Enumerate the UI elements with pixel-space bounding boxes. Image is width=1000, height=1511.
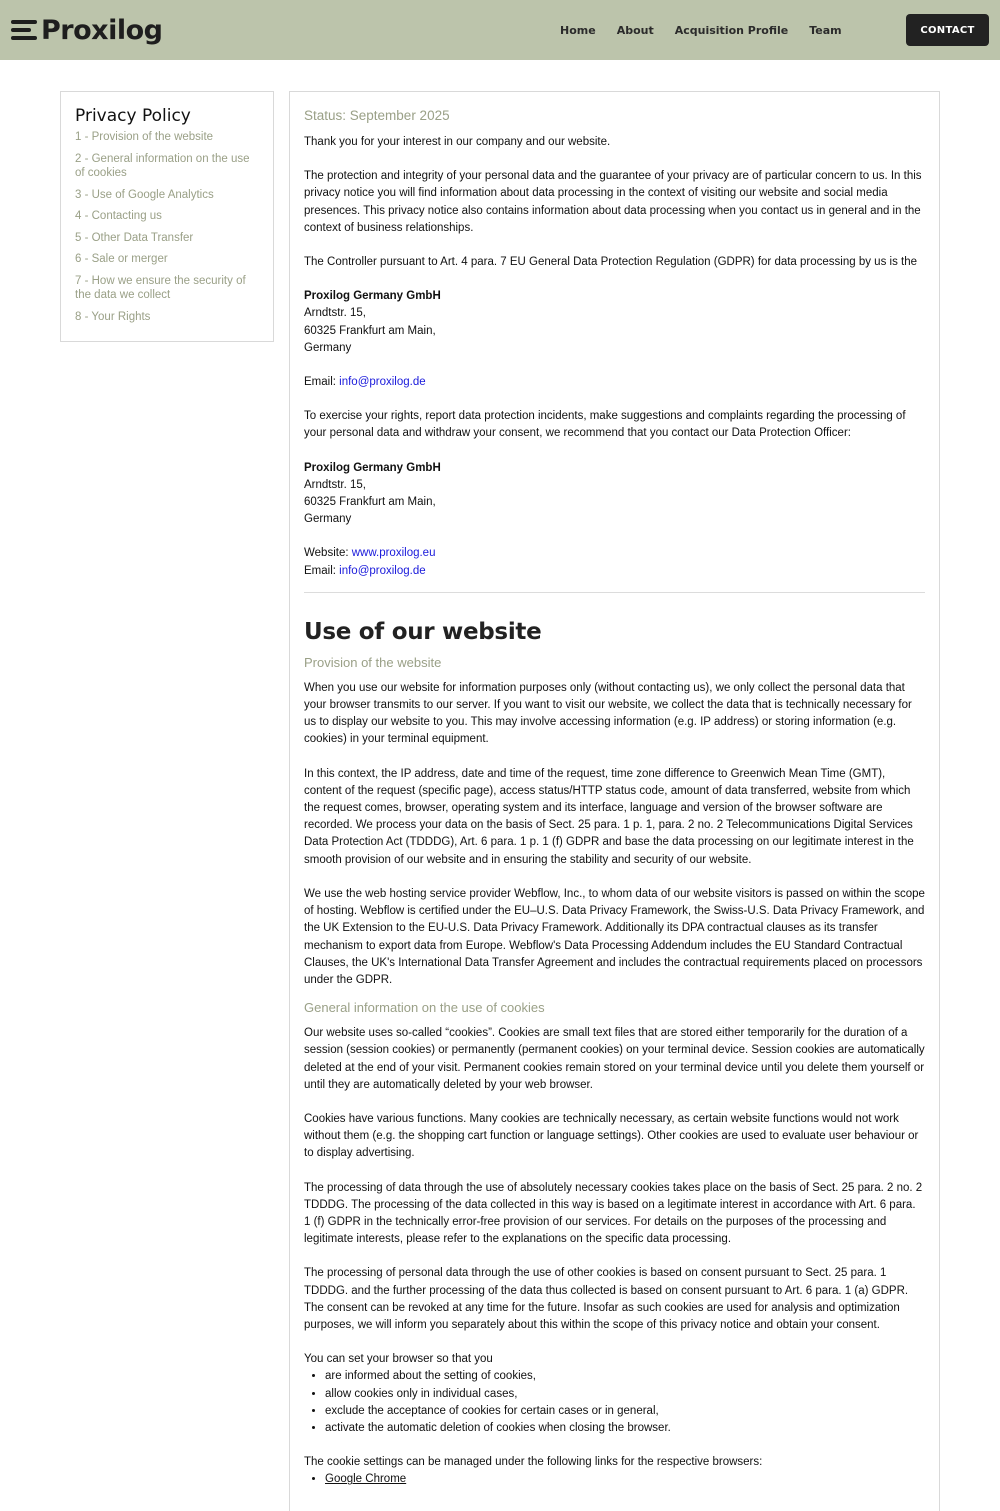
toc-item-security[interactable]: 7 - How we ensure the security of the data we collect: [75, 274, 246, 301]
section-title: Use of our website: [304, 618, 542, 645]
logo[interactable]: [11, 13, 162, 47]
dpo-contact: [304, 545, 925, 579]
cookies-paragraph-2: Cookies have various functions. Many cookies are technically necessary, as certain website functions would not work without them (e.g. the shopping cart function or language settings). Other cookies are used to evaluate user behaviour or to display advertising.: [304, 1112, 919, 1160]
website-link[interactable]: www.proxilog.eu: [351, 547, 436, 560]
logo-mark-icon: [11, 20, 37, 40]
toc-item-cookies[interactable]: 2 - General information on the use of cookies: [75, 152, 250, 179]
nav-home[interactable]: Home: [560, 23, 596, 37]
cookies-paragraph-1: Our website uses so-called “cookies”. Cookies are small text files that are stored either temporarily for the duration of a session (session cookies) or permanently (permanent cookies) on your terminal device. Session cookies are automatically deleted at the end of your visit. Permanent cookies remain stored on your terminal device until you delete them yourself or until they are automatically deleted by your web browser.: [304, 1027, 925, 1091]
list-item: • exclude the acceptance of cookies for certain cases or in general,: [325, 1403, 925, 1420]
dpo-address-city: 60325 Frankfurt am Main,: [304, 496, 436, 509]
dpo-address-street: Arndtstr. 15,: [304, 478, 367, 491]
contact-button[interactable]: CONTACT: [906, 14, 989, 46]
dpo-intro: To exercise your rights, report data protection incidents, make suggestions and complaints regarding the processing of your personal data and withdraw your consent, we recommend that you contact our Data Protection Officer:: [304, 410, 906, 440]
browser-links-list: [304, 1471, 925, 1488]
list-item: [325, 1471, 925, 1488]
list-item: • activate the automatic deletion of cookies when closing the browser.: [325, 1420, 925, 1437]
toc-item-sale-merger[interactable]: 6 - Sale or merger: [75, 253, 168, 265]
address-country: Germany: [304, 341, 352, 354]
subheading-cookies: General information on the use of cookies: [304, 1000, 545, 1016]
site-header: [0, 0, 1000, 60]
provision-paragraph-3: We use the web hosting service provider Webflow, Inc., to whom data of our website visitors is passed on within the scope of hosting. Webflow is certified under the EU–U.S. Data Privacy Framework, the Swiss-U.S. Data Privacy Framework, and the UK Extension to the EU-U.S. Data Privacy Framework. Additionally its DPA contractual clauses as its transfer mechanism to export data from Europe. Webflow's Data Processing Addendum includes the EU Standard Contractual Clauses, the UK's International Data Transfer Agreement and includes the contractual requirements placed on processors under the GDPR.: [304, 887, 925, 986]
intro-paragraph-1: Thank you for your interest in our company and our website.: [304, 136, 611, 148]
main-nav: [560, 0, 842, 60]
dpo-email-link[interactable]: info@proxilog.de: [339, 564, 426, 577]
dpo-company-name: Proxilog Germany GmbH: [304, 461, 441, 474]
toc-item-provision[interactable]: 1 - Provision of the website: [75, 131, 214, 143]
nav-acquisition-profile[interactable]: Acquisition Profile: [674, 23, 789, 37]
toc-title: Privacy Policy: [75, 106, 191, 126]
policy-content: [289, 91, 940, 1511]
toc-item-google-analytics[interactable]: 3 - Use of Google Analytics: [75, 188, 214, 201]
toc-item-rights[interactable]: 8 - Your Rights: [75, 310, 151, 323]
divider: [304, 592, 925, 593]
logo-text: Proxilog: [41, 14, 163, 46]
company-name: Proxilog Germany GmbH: [304, 290, 441, 303]
controller-address: [304, 288, 925, 357]
address-city: 60325 Frankfurt am Main,: [304, 324, 436, 337]
nav-team[interactable]: Team: [809, 23, 842, 37]
privacy-toc: [60, 91, 274, 342]
dpo-address: [304, 460, 925, 529]
browser-settings-intro: You can set your browser so that you: [304, 1353, 493, 1366]
list-item: • are informed about the setting of cookies,: [325, 1368, 925, 1385]
email-link[interactable]: info@proxilog.de: [339, 376, 426, 389]
browser-settings-list: [304, 1368, 925, 1437]
intro-paragraph-2: The protection and integrity of your personal data and the guarantee of your privacy are of particular concern to us. In this privacy notice you will find information about data processing in the context of visiting our website and social media presences. This privacy notice also contains information about data processing when you contact us in general and in the context of business relationships.: [304, 170, 922, 234]
toc-item-contacting[interactable]: 4 - Contacting us: [75, 210, 162, 222]
nav-about[interactable]: About: [616, 23, 654, 37]
status-date: Status: September 2025: [304, 108, 450, 123]
list-item: • allow cookies only in individual cases,: [325, 1386, 925, 1403]
dpo-email-label: Email:: [304, 564, 336, 577]
cookies-paragraph-3: The processing of data through the use of absolutely necessary cookies takes place on the basis of Sect. 25 para. 2 no. 2 TDDDG. The processing of the data collected in this way is based on a legitimate interest in accordance with Art. 6 para. 1 (f) GDPR in the technically error-free provision of our services. For details on the purposes of the processing and legitimate interests, please refer to the explanations on the specific data processing.: [304, 1181, 923, 1246]
provision-paragraph-1: When you use our website for information purposes only (without contacting us), we only collect the personal data that your browser transmits to our server. If you want to visit our website, we collect the data that is technically necessary for us to display our website to you. This may involve accessing information (e.g. IP address) or storing information (e.g. cookies) in your terminal equipment.: [304, 681, 912, 746]
provision-paragraph-2: In this context, the IP address, date and time of the request, time zone difference to Greenwich Mean Time (GMT), content of the request (specific page), access status/HTTP status code, amount of data transferred, website from which the request comes, browser, operating system and its interface, language and version of the browser software are recorded. We process your data on the basis of Sect. 25 para. 1 p. 1, para. 2 no. 2 Telecommunications Digital Services Data Protection Act (TDDDG), Art. 6 para. 1 p. 1 (f) GDPR and base the data processing on our legitimate interest in the smooth provision of our website and in ensuring the stability and security of our website.: [304, 767, 914, 866]
subheading-provision: Provision of the website: [304, 654, 442, 670]
browser-links-intro: The cookie settings can be managed under the following links for the respective browsers:: [304, 1456, 763, 1469]
address-street: Arndtstr. 15,: [304, 307, 367, 320]
controller-email: [304, 374, 925, 391]
google-chrome-link[interactable]: Google Chrome: [325, 1473, 407, 1486]
dpo-address-country: Germany: [304, 513, 352, 526]
cookies-paragraph-4: The processing of personal data through the use of other cookies is based on consent pursuant to Sect. 25 para. 1 TDDDG. and the further processing of the data thus collected is based on consent pursuant to Art. 6 para. 1 (a) GDPR. The consent can be revoked at any time for the future. Insofar as such cookies are used for analysis and optimization purposes, we will inform you separately about this within the scope of this privacy notice and obtain your consent.: [304, 1267, 909, 1331]
email-label: Email:: [304, 376, 336, 389]
controller-intro: The Controller pursuant to Art. 4 para. 7 EU General Data Protection Regulation (GDPR) for data processing by us is the: [304, 256, 917, 269]
toc-item-data-transfer[interactable]: 5 - Other Data Transfer: [75, 231, 194, 244]
website-label: Website:: [304, 547, 349, 560]
